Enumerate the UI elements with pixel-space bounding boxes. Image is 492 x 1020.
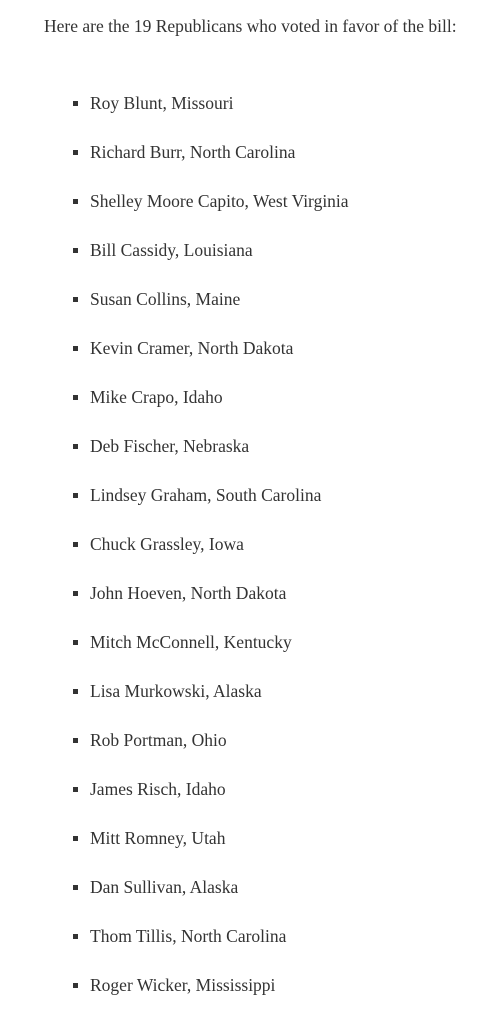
bullet-square-icon — [73, 787, 78, 792]
senator-name: Bill Cassidy, Louisiana — [90, 240, 253, 260]
senator-name: Mike Crapo, Idaho — [90, 387, 223, 407]
list-item — [0, 530, 440, 579]
bullet-square-icon — [73, 444, 78, 449]
senator-name: Chuck Grassley, Iowa — [90, 534, 244, 554]
list-item — [0, 285, 440, 334]
senator-name: Roy Blunt, Missouri — [90, 93, 234, 113]
intro-paragraph: Here are the 19 Republicans who voted in favor of the bill: — [44, 16, 457, 36]
bullet-square-icon — [73, 983, 78, 988]
list-item — [0, 873, 440, 922]
senator-name: Deb Fischer, Nebraska — [90, 436, 250, 456]
list-item — [0, 187, 440, 236]
senator-name: James Risch, Idaho — [90, 779, 226, 799]
list-item — [0, 824, 440, 873]
senator-name: Mitch McConnell, Kentucky — [90, 632, 292, 652]
bullet-square-icon — [73, 101, 78, 106]
senator-name: Rob Portman, Ohio — [90, 730, 227, 750]
list-item — [0, 971, 440, 1020]
list-item — [0, 432, 440, 481]
bullet-square-icon — [73, 934, 78, 939]
senator-name: Lisa Murkowski, Alaska — [90, 681, 262, 701]
list-item — [0, 89, 440, 138]
senator-name: Roger Wicker, Mississippi — [90, 975, 276, 995]
list-item — [0, 138, 440, 187]
senator-name: Dan Sullivan, Alaska — [90, 877, 239, 897]
bullet-square-icon — [73, 689, 78, 694]
bullet-square-icon — [73, 346, 78, 351]
bullet-square-icon — [73, 591, 78, 596]
senator-list — [0, 89, 440, 1020]
senator-name: Kevin Cramer, North Dakota — [90, 338, 294, 358]
list-item — [0, 334, 440, 383]
list-item — [0, 236, 440, 285]
list-item — [0, 481, 440, 530]
bullet-square-icon — [73, 493, 78, 498]
bullet-square-icon — [73, 395, 78, 400]
bullet-square-icon — [73, 640, 78, 645]
bullet-square-icon — [73, 836, 78, 841]
list-item — [0, 579, 440, 628]
bullet-square-icon — [73, 248, 78, 253]
bullet-square-icon — [73, 297, 78, 302]
senator-name: Mitt Romney, Utah — [90, 828, 226, 848]
bullet-square-icon — [73, 885, 78, 890]
list-item — [0, 726, 440, 775]
bullet-square-icon — [73, 199, 78, 204]
bullet-square-icon — [73, 542, 78, 547]
senator-name: Thom Tillis, North Carolina — [90, 926, 287, 946]
senator-name: Shelley Moore Capito, West Virginia — [90, 191, 349, 211]
senator-name: Lindsey Graham, South Carolina — [90, 485, 322, 505]
bullet-square-icon — [73, 150, 78, 155]
list-item — [0, 628, 440, 677]
list-item — [0, 677, 440, 726]
list-item — [0, 922, 440, 971]
list-item — [0, 775, 440, 824]
senator-name: Richard Burr, North Carolina — [90, 142, 296, 162]
bullet-square-icon — [73, 738, 78, 743]
list-item — [0, 383, 440, 432]
senator-name: John Hoeven, North Dakota — [90, 583, 287, 603]
senator-name: Susan Collins, Maine — [90, 289, 241, 309]
